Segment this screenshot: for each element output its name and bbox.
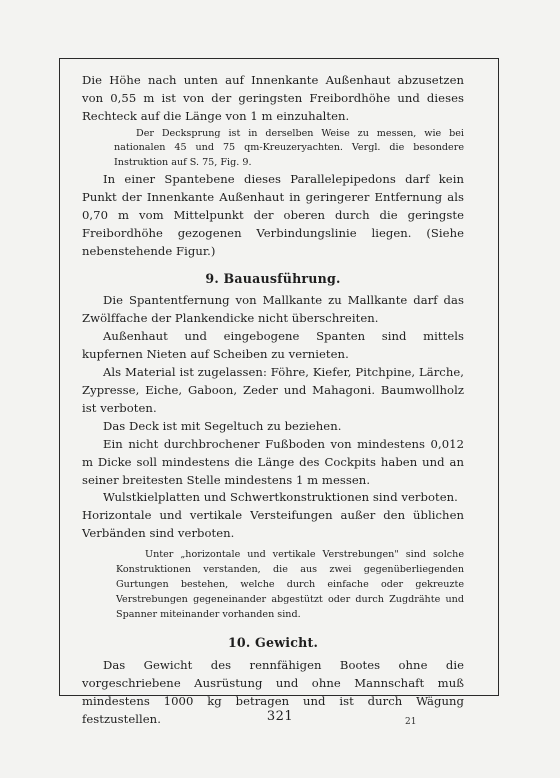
page-number: 321 [266, 709, 294, 724]
document-body [82, 72, 464, 729]
paragraph-spantentfernung: Die Spantentfernung von Mallkante zu Mallkante darf das Zwölffache der Plankendicke nicht überschreiten. [82, 293, 464, 326]
paragraph-deck: Das Deck ist mit Segeltuch zu beziehen. [103, 418, 342, 433]
note-verstrebungen: Unter „horizontale und vertikale Verstrebungen" sind solche Konstruktionen verstanden, die aus zwei gegenüberliegenden Gurtungen bestehen, welche durch einfache oder gekreuzte Verstrebungen gegeneinander abgestützt oder durch Zugdrähte und Spanner miteinander vorhanden sind. [116, 549, 464, 621]
sheet-number: 21 [405, 717, 417, 727]
note-decksprung: Der Decksprung ist in derselben Weise zu messen, wie bei nationalen 45 und 75 qm-Kreuzeryachten. Vergl. die besondere Instruktion auf S. 75, Fig. 9. [114, 127, 464, 168]
section-heading-gewicht: 10. Gewicht. [227, 635, 319, 651]
paragraph-versteifungen: Horizontale und vertikale Versteifungen außer den üblichen Verbänden sind verboten. [82, 508, 464, 541]
paragraph-parallelepiped: In einer Spantebene dieses Parallelepipedons darf kein Punkt der Innenkante Außenhaut in geringerer Entfernung als 0,70 m vom Mittelpunkt der oberen durch die geringste Freibordhöhe gezogenen Verbindungslinie liegen. (Siehe nebenstehende Figur.) [82, 171, 464, 258]
paragraph-fussboden: Ein nicht durchbrochener Fußboden von mindestens 0,012 m Dicke soll mindestens die Länge des Cockpits haben und an seiner breitesten Stelle mindestens 1 m messen. [82, 436, 464, 487]
paragraph-aussenhaut: Außenhaut und eingebogene Spanten sind mittels kupfernen Nieten auf Scheiben zu vernieten. [82, 329, 464, 362]
paragraph-material: Als Material ist zugelassen: Föhre, Kiefer, Pitchpine, Lärche, Zypresse, Eiche, Gaboon, Zeder und Mahagoni. Baumwollholz ist verboten. [82, 365, 464, 415]
section-heading-bauausfuehrung: 9. Bauausführung. [205, 271, 341, 287]
paragraph-gewicht: Das Gewicht des rennfähigen Bootes ohne die vorgeschriebene Ausrüstung und ohne Mannschaft muß mindestens 1000 kg betragen und ist durch Wägung festzustellen. [82, 658, 464, 726]
paragraph-height-offset: Die Höhe nach unten auf Innenkante Außenhaut abzusetzen von 0,55 m ist von der geringsten Freibordhöhe und dieses Rechteck auf die Länge von 1 m einzuhalten. [82, 73, 464, 123]
paragraph-wulstkiel: Wulstkielplatten und Schwertkonstruktionen sind verboten. [103, 490, 458, 505]
